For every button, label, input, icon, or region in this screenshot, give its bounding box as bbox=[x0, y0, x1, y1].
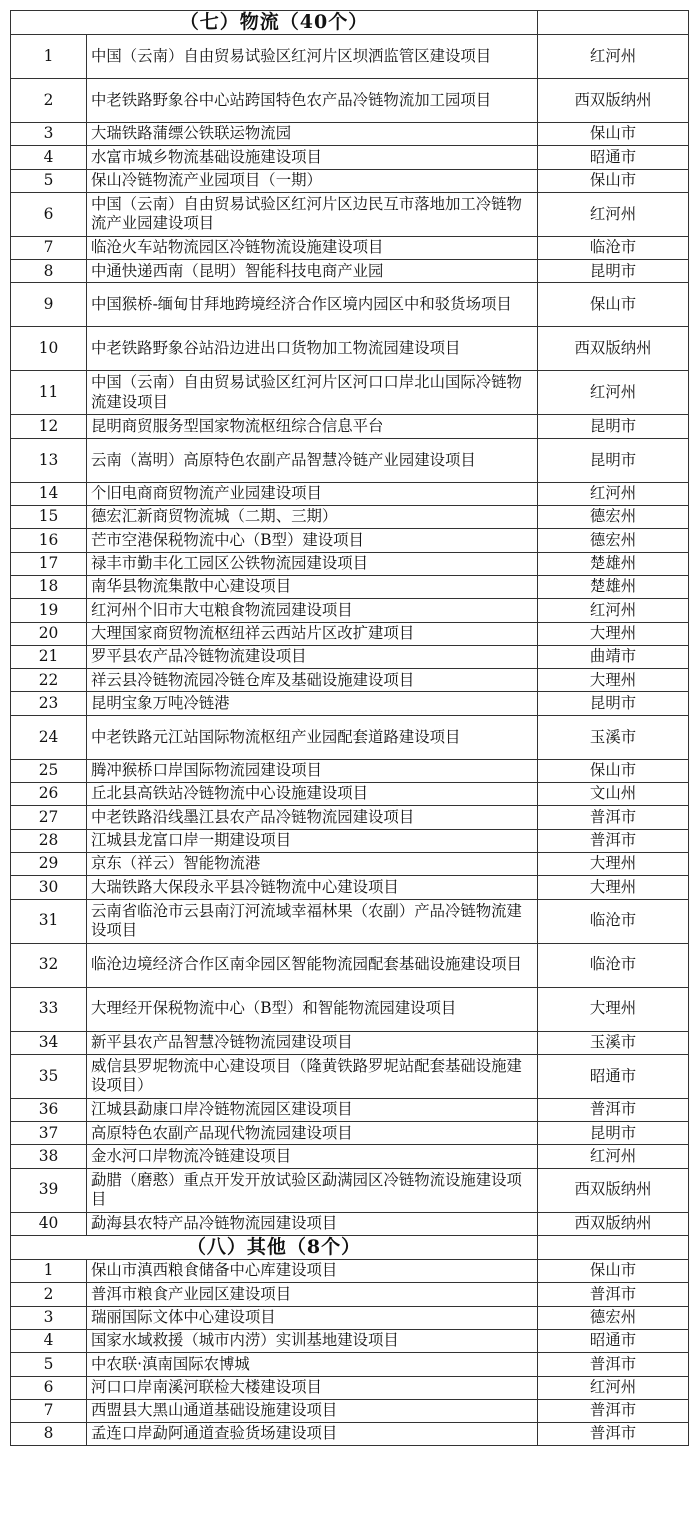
table-row bbox=[11, 987, 689, 1031]
project-name: 中国（云南）自由贸易试验区红河片区河口口岸北山国际冷链物流建设项目 bbox=[87, 371, 538, 415]
row-number: 16 bbox=[11, 529, 87, 552]
table-row bbox=[11, 415, 689, 438]
table-row bbox=[11, 829, 689, 852]
table-row bbox=[11, 599, 689, 622]
region-name: 昆明市 bbox=[538, 415, 689, 438]
region-name: 普洱市 bbox=[538, 1283, 689, 1306]
project-name: 江城县勐康口岸冷链物流园区建设项目 bbox=[87, 1098, 538, 1121]
project-list-body bbox=[11, 11, 689, 1446]
project-name: 保山市滇西粮食储备中心库建设项目 bbox=[87, 1260, 538, 1283]
table-row bbox=[11, 1168, 689, 1212]
row-number: 36 bbox=[11, 1098, 87, 1121]
row-number: 5 bbox=[11, 169, 87, 192]
table-row bbox=[11, 1376, 689, 1399]
region-name: 昆明市 bbox=[538, 692, 689, 715]
project-name: 勐腊（磨憨）重点开发开放试验区勐满园区冷链物流设施建设项目 bbox=[87, 1168, 538, 1212]
row-number: 14 bbox=[11, 482, 87, 505]
section-header-empty-cell bbox=[538, 1236, 689, 1260]
row-number: 24 bbox=[11, 715, 87, 759]
row-number: 1 bbox=[11, 1260, 87, 1283]
region-name: 昭通市 bbox=[538, 1329, 689, 1352]
region-name: 普洱市 bbox=[538, 806, 689, 829]
project-name: 云南省临沧市云县南汀河流域幸福林果（农副）产品冷链物流建设项目 bbox=[87, 899, 538, 943]
project-name: 大瑞铁路大保段永平县冷链物流中心建设项目 bbox=[87, 876, 538, 899]
region-name: 普洱市 bbox=[538, 1399, 689, 1422]
row-number: 18 bbox=[11, 575, 87, 598]
row-number: 6 bbox=[11, 1376, 87, 1399]
region-name: 红河州 bbox=[538, 482, 689, 505]
table-row bbox=[11, 943, 689, 987]
row-number: 29 bbox=[11, 852, 87, 875]
region-name: 西双版纳州 bbox=[538, 1212, 689, 1235]
row-number: 6 bbox=[11, 192, 87, 236]
table-row bbox=[11, 1399, 689, 1422]
table-row bbox=[11, 1031, 689, 1054]
row-number: 28 bbox=[11, 829, 87, 852]
region-name: 保山市 bbox=[538, 759, 689, 782]
region-name: 德宏州 bbox=[538, 529, 689, 552]
region-name: 红河州 bbox=[538, 1376, 689, 1399]
table-row bbox=[11, 79, 689, 123]
region-name: 临沧市 bbox=[538, 899, 689, 943]
project-name: 国家水域救援（城市内涝）实训基地建设项目 bbox=[87, 1329, 538, 1352]
row-number: 20 bbox=[11, 622, 87, 645]
project-name: 芒市空港保税物流中心（B型）建设项目 bbox=[87, 529, 538, 552]
table-row bbox=[11, 852, 689, 875]
table-row bbox=[11, 1098, 689, 1121]
project-name: 中农联·滇南国际农博城 bbox=[87, 1353, 538, 1376]
table-row bbox=[11, 692, 689, 715]
row-number: 38 bbox=[11, 1145, 87, 1168]
table-row bbox=[11, 715, 689, 759]
region-name: 保山市 bbox=[538, 169, 689, 192]
table-row bbox=[11, 1353, 689, 1376]
project-name: 腾冲猴桥口岸国际物流园建设项目 bbox=[87, 759, 538, 782]
project-name: 中老铁路元江站国际物流枢纽产业园配套道路建设项目 bbox=[87, 715, 538, 759]
project-name: 罗平县农产品冷链物流建设项目 bbox=[87, 645, 538, 668]
table-row bbox=[11, 260, 689, 283]
table-row bbox=[11, 1423, 689, 1446]
region-name: 保山市 bbox=[538, 123, 689, 146]
region-name: 楚雄州 bbox=[538, 552, 689, 575]
region-name: 保山市 bbox=[538, 283, 689, 327]
region-name: 普洱市 bbox=[538, 829, 689, 852]
row-number: 4 bbox=[11, 1329, 87, 1352]
project-name: 临沧边境经济合作区南伞园区智能物流园配套基础设施建设项目 bbox=[87, 943, 538, 987]
row-number: 26 bbox=[11, 783, 87, 806]
region-name: 临沧市 bbox=[538, 236, 689, 259]
table-row bbox=[11, 236, 689, 259]
table-row bbox=[11, 1122, 689, 1145]
project-name: 孟连口岸勐阿通道查验货场建设项目 bbox=[87, 1423, 538, 1446]
table-row bbox=[11, 35, 689, 79]
table-row bbox=[11, 123, 689, 146]
region-name: 大理州 bbox=[538, 852, 689, 875]
project-name: 中老铁路野象谷中心站跨国特色农产品冷链物流加工园项目 bbox=[87, 79, 538, 123]
section-header-row bbox=[11, 1236, 689, 1260]
project-name: 祥云县冷链物流园冷链仓库及基础设施建设项目 bbox=[87, 669, 538, 692]
row-number: 8 bbox=[11, 260, 87, 283]
row-number: 32 bbox=[11, 943, 87, 987]
row-number: 23 bbox=[11, 692, 87, 715]
row-number: 9 bbox=[11, 283, 87, 327]
table-row bbox=[11, 146, 689, 169]
table-row bbox=[11, 783, 689, 806]
region-name: 文山州 bbox=[538, 783, 689, 806]
table-row bbox=[11, 327, 689, 371]
project-name: 中通快递西南（昆明）智能科技电商产业园 bbox=[87, 260, 538, 283]
project-name: 高原特色农副产品现代物流园建设项目 bbox=[87, 1122, 538, 1145]
row-number: 19 bbox=[11, 599, 87, 622]
project-name: 江城县龙富口岸一期建设项目 bbox=[87, 829, 538, 852]
row-number: 17 bbox=[11, 552, 87, 575]
project-name: 京东（祥云）智能物流港 bbox=[87, 852, 538, 875]
row-number: 31 bbox=[11, 899, 87, 943]
region-name: 德宏州 bbox=[538, 506, 689, 529]
region-name: 大理州 bbox=[538, 876, 689, 899]
region-name: 曲靖市 bbox=[538, 645, 689, 668]
row-number: 1 bbox=[11, 35, 87, 79]
project-name: 金水河口岸物流冷链建设项目 bbox=[87, 1145, 538, 1168]
table-row bbox=[11, 1260, 689, 1283]
region-name: 楚雄州 bbox=[538, 575, 689, 598]
row-number: 15 bbox=[11, 506, 87, 529]
table-row bbox=[11, 169, 689, 192]
table-row bbox=[11, 283, 689, 327]
row-number: 3 bbox=[11, 1306, 87, 1329]
region-name: 玉溪市 bbox=[538, 1031, 689, 1054]
project-name: 中国（云南）自由贸易试验区红河片区边民互市落地加工冷链物流产业园建设项目 bbox=[87, 192, 538, 236]
row-number: 13 bbox=[11, 438, 87, 482]
project-name: 德宏汇新商贸物流城（二期、三期） bbox=[87, 506, 538, 529]
region-name: 昭通市 bbox=[538, 146, 689, 169]
row-number: 4 bbox=[11, 146, 87, 169]
table-row bbox=[11, 371, 689, 415]
row-number: 37 bbox=[11, 1122, 87, 1145]
project-name: 中老铁路沿线墨江县农产品冷链物流园建设项目 bbox=[87, 806, 538, 829]
project-name: 中老铁路野象谷站沿边进出口货物加工物流园建设项目 bbox=[87, 327, 538, 371]
project-name: 大理国家商贸物流枢纽祥云西站片区改扩建项目 bbox=[87, 622, 538, 645]
project-name: 大理经开保税物流中心（B型）和智能物流园建设项目 bbox=[87, 987, 538, 1031]
region-name: 普洱市 bbox=[538, 1353, 689, 1376]
region-name: 昆明市 bbox=[538, 260, 689, 283]
project-name: 勐海县农特产品冷链物流园建设项目 bbox=[87, 1212, 538, 1235]
section-title: （八）其他（8个） bbox=[11, 1236, 538, 1260]
table-row bbox=[11, 759, 689, 782]
project-name: 个旧电商商贸物流产业园建设项目 bbox=[87, 482, 538, 505]
row-number: 2 bbox=[11, 1283, 87, 1306]
region-name: 大理州 bbox=[538, 622, 689, 645]
region-name: 西双版纳州 bbox=[538, 327, 689, 371]
project-name: 禄丰市勤丰化工园区公铁物流园建设项目 bbox=[87, 552, 538, 575]
region-name: 大理州 bbox=[538, 987, 689, 1031]
section-header-row bbox=[11, 11, 689, 35]
row-number: 7 bbox=[11, 1399, 87, 1422]
row-number: 21 bbox=[11, 645, 87, 668]
region-name: 西双版纳州 bbox=[538, 1168, 689, 1212]
row-number: 3 bbox=[11, 123, 87, 146]
section-header-empty-cell bbox=[538, 11, 689, 35]
project-name: 中国（云南）自由贸易试验区红河片区坝洒监管区建设项目 bbox=[87, 35, 538, 79]
row-number: 8 bbox=[11, 1423, 87, 1446]
row-number: 7 bbox=[11, 236, 87, 259]
row-number: 25 bbox=[11, 759, 87, 782]
project-name: 昆明商贸服务型国家物流枢纽综合信息平台 bbox=[87, 415, 538, 438]
region-name: 红河州 bbox=[538, 35, 689, 79]
region-name: 红河州 bbox=[538, 599, 689, 622]
project-name: 西盟县大黑山通道基础设施建设项目 bbox=[87, 1399, 538, 1422]
project-name: 红河州个旧市大屯粮食物流园建设项目 bbox=[87, 599, 538, 622]
row-number: 40 bbox=[11, 1212, 87, 1235]
table-row bbox=[11, 1145, 689, 1168]
table-row bbox=[11, 876, 689, 899]
region-name: 红河州 bbox=[538, 371, 689, 415]
project-name: 昆明宝象万吨冷链港 bbox=[87, 692, 538, 715]
region-name: 红河州 bbox=[538, 192, 689, 236]
project-name: 威信县罗坭物流中心建设项目（隆黄铁路罗坭站配套基础设施建设项目） bbox=[87, 1054, 538, 1098]
row-number: 22 bbox=[11, 669, 87, 692]
row-number: 35 bbox=[11, 1054, 87, 1098]
row-number: 39 bbox=[11, 1168, 87, 1212]
table-row bbox=[11, 529, 689, 552]
project-name: 大瑞铁路蒲缥公铁联运物流园 bbox=[87, 123, 538, 146]
region-name: 红河州 bbox=[538, 1145, 689, 1168]
table-row bbox=[11, 645, 689, 668]
table-row bbox=[11, 1283, 689, 1306]
row-number: 2 bbox=[11, 79, 87, 123]
table-row bbox=[11, 622, 689, 645]
project-name: 云南（嵩明）高原特色农副产品智慧冷链产业园建设项目 bbox=[87, 438, 538, 482]
project-name: 保山冷链物流产业园项目（一期） bbox=[87, 169, 538, 192]
table-row bbox=[11, 575, 689, 598]
project-name: 丘北县高铁站冷链物流中心设施建设项目 bbox=[87, 783, 538, 806]
table-row bbox=[11, 1329, 689, 1352]
project-name: 河口口岸南溪河联检大楼建设项目 bbox=[87, 1376, 538, 1399]
region-name: 普洱市 bbox=[538, 1423, 689, 1446]
row-number: 33 bbox=[11, 987, 87, 1031]
project-name: 瑞丽国际文体中心建设项目 bbox=[87, 1306, 538, 1329]
project-list-table bbox=[10, 10, 689, 1446]
table-row bbox=[11, 899, 689, 943]
row-number: 10 bbox=[11, 327, 87, 371]
table-row bbox=[11, 506, 689, 529]
region-name: 临沧市 bbox=[538, 943, 689, 987]
table-row bbox=[11, 1306, 689, 1329]
project-name: 临沧火车站物流园区冷链物流设施建设项目 bbox=[87, 236, 538, 259]
row-number: 27 bbox=[11, 806, 87, 829]
project-name: 中国猴桥-缅甸甘拜地跨境经济合作区境内园区中和驳货场项目 bbox=[87, 283, 538, 327]
project-name: 水富市城乡物流基础设施建设项目 bbox=[87, 146, 538, 169]
project-name: 普洱市粮食产业园区建设项目 bbox=[87, 1283, 538, 1306]
table-row bbox=[11, 669, 689, 692]
row-number: 11 bbox=[11, 371, 87, 415]
row-number: 30 bbox=[11, 876, 87, 899]
row-number: 12 bbox=[11, 415, 87, 438]
row-number: 5 bbox=[11, 1353, 87, 1376]
project-name: 南华县物流集散中心建设项目 bbox=[87, 575, 538, 598]
table-row bbox=[11, 1212, 689, 1235]
row-number: 34 bbox=[11, 1031, 87, 1054]
region-name: 保山市 bbox=[538, 1260, 689, 1283]
table-row bbox=[11, 438, 689, 482]
region-name: 昆明市 bbox=[538, 438, 689, 482]
table-row bbox=[11, 806, 689, 829]
section-title: （七）物流（40个） bbox=[11, 11, 538, 35]
table-row bbox=[11, 552, 689, 575]
region-name: 昆明市 bbox=[538, 1122, 689, 1145]
region-name: 西双版纳州 bbox=[538, 79, 689, 123]
region-name: 昭通市 bbox=[538, 1054, 689, 1098]
table-row bbox=[11, 1054, 689, 1098]
table-row bbox=[11, 482, 689, 505]
table-row bbox=[11, 192, 689, 236]
region-name: 普洱市 bbox=[538, 1098, 689, 1121]
region-name: 玉溪市 bbox=[538, 715, 689, 759]
region-name: 大理州 bbox=[538, 669, 689, 692]
project-name: 新平县农产品智慧冷链物流园建设项目 bbox=[87, 1031, 538, 1054]
region-name: 德宏州 bbox=[538, 1306, 689, 1329]
